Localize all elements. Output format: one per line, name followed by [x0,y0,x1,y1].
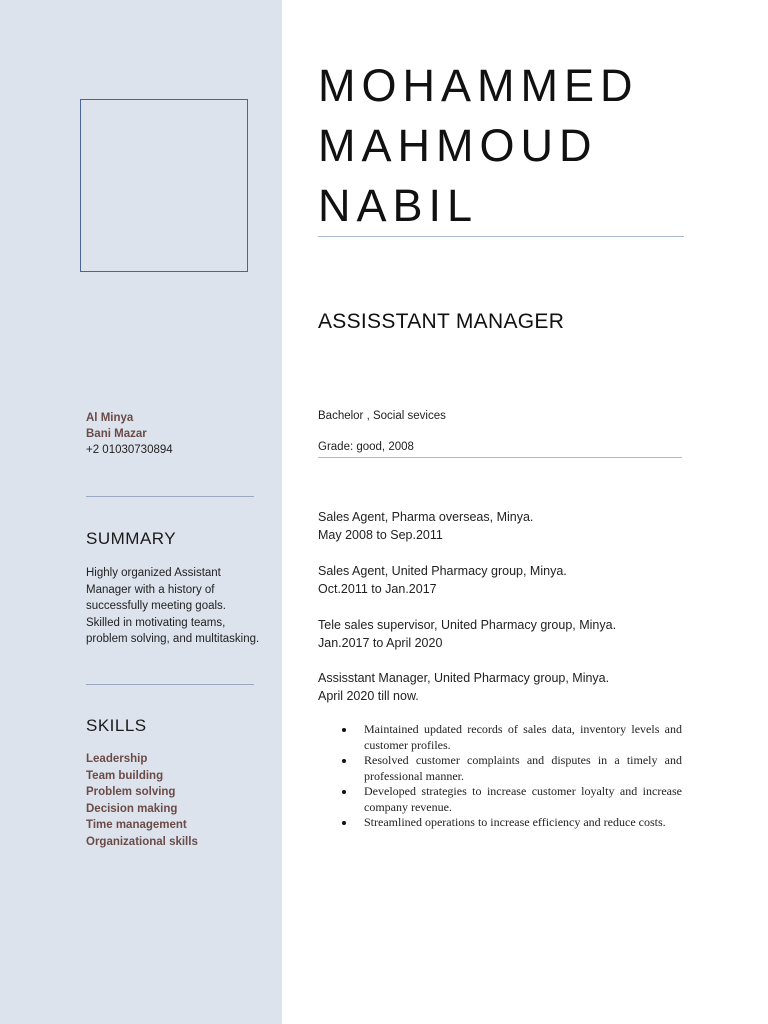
experience-entry [318,562,567,598]
experience-role: Sales Agent, United Pharmacy group, Minya. [318,564,567,578]
contact-district: Bani Mazar [86,428,147,440]
experience-entry [318,616,616,652]
name-line: MOHAMMED [318,60,639,111]
contact-phone: +2 01030730894 [86,444,173,456]
sidebar [0,0,282,1024]
contact-city: Al Minya [86,412,134,424]
duties-list [340,722,682,831]
job-title: ASSISSTANT MANAGER [318,310,565,333]
person-name [318,56,718,236]
sidebar-divider [86,684,254,685]
experience-role: Assisstant Manager, United Pharmacy group, Minya. [318,671,610,685]
skills-heading: SKILLS [86,716,147,735]
skill-item: Team building [86,769,164,782]
sidebar-divider [86,496,254,497]
experience-period: Jan.2017 to April 2020 [318,636,443,650]
contact-info [86,410,173,458]
name-line: NABIL [318,180,479,231]
education-divider [318,457,682,458]
experience-role: Tele sales supervisor, United Pharmacy group, Minya. [318,618,617,632]
duty-item: Maintained updated records of sales data, inventory levels and customer profiles. [340,722,682,753]
experience-period: April 2020 till now. [318,689,419,703]
name-divider [318,236,684,237]
education-grade: Grade: good, 2008 [318,441,414,453]
duty-item: Streamlined operations to increase efficiency and reduce costs. [340,815,682,831]
skill-item: Problem solving [86,786,176,798]
experience-period: May 2008 to Sep.2011 [318,528,443,542]
experience-entry [318,508,533,544]
summary-text: Highly organized Assistant Manager with a history of successfully meeting goals. Skilled in motivating teams, problem solving, and multitasking. [86,567,260,645]
experience-period: Oct.2011 to Jan.2017 [318,582,437,596]
duty-item: Developed strategies to increase customer loyalty and increase company revenue. [340,784,682,815]
skill-item: Leadership [86,753,148,765]
education-degree: Bachelor , Social sevices [318,410,446,422]
skill-item: Organizational skills [86,835,198,848]
skill-item: Time management [86,819,187,831]
summary-heading: SUMMARY [86,529,177,548]
skill-item: Decision making [86,802,178,815]
duty-item: Resolved customer complaints and disputes in a timely and professional manner. [340,753,682,784]
experience-role: Sales Agent, Pharma overseas, Minya. [318,510,534,524]
experience-entry [318,669,609,705]
name-line: MAHMOUD [318,120,598,171]
skills-list [86,751,198,850]
photo-placeholder [80,99,248,272]
